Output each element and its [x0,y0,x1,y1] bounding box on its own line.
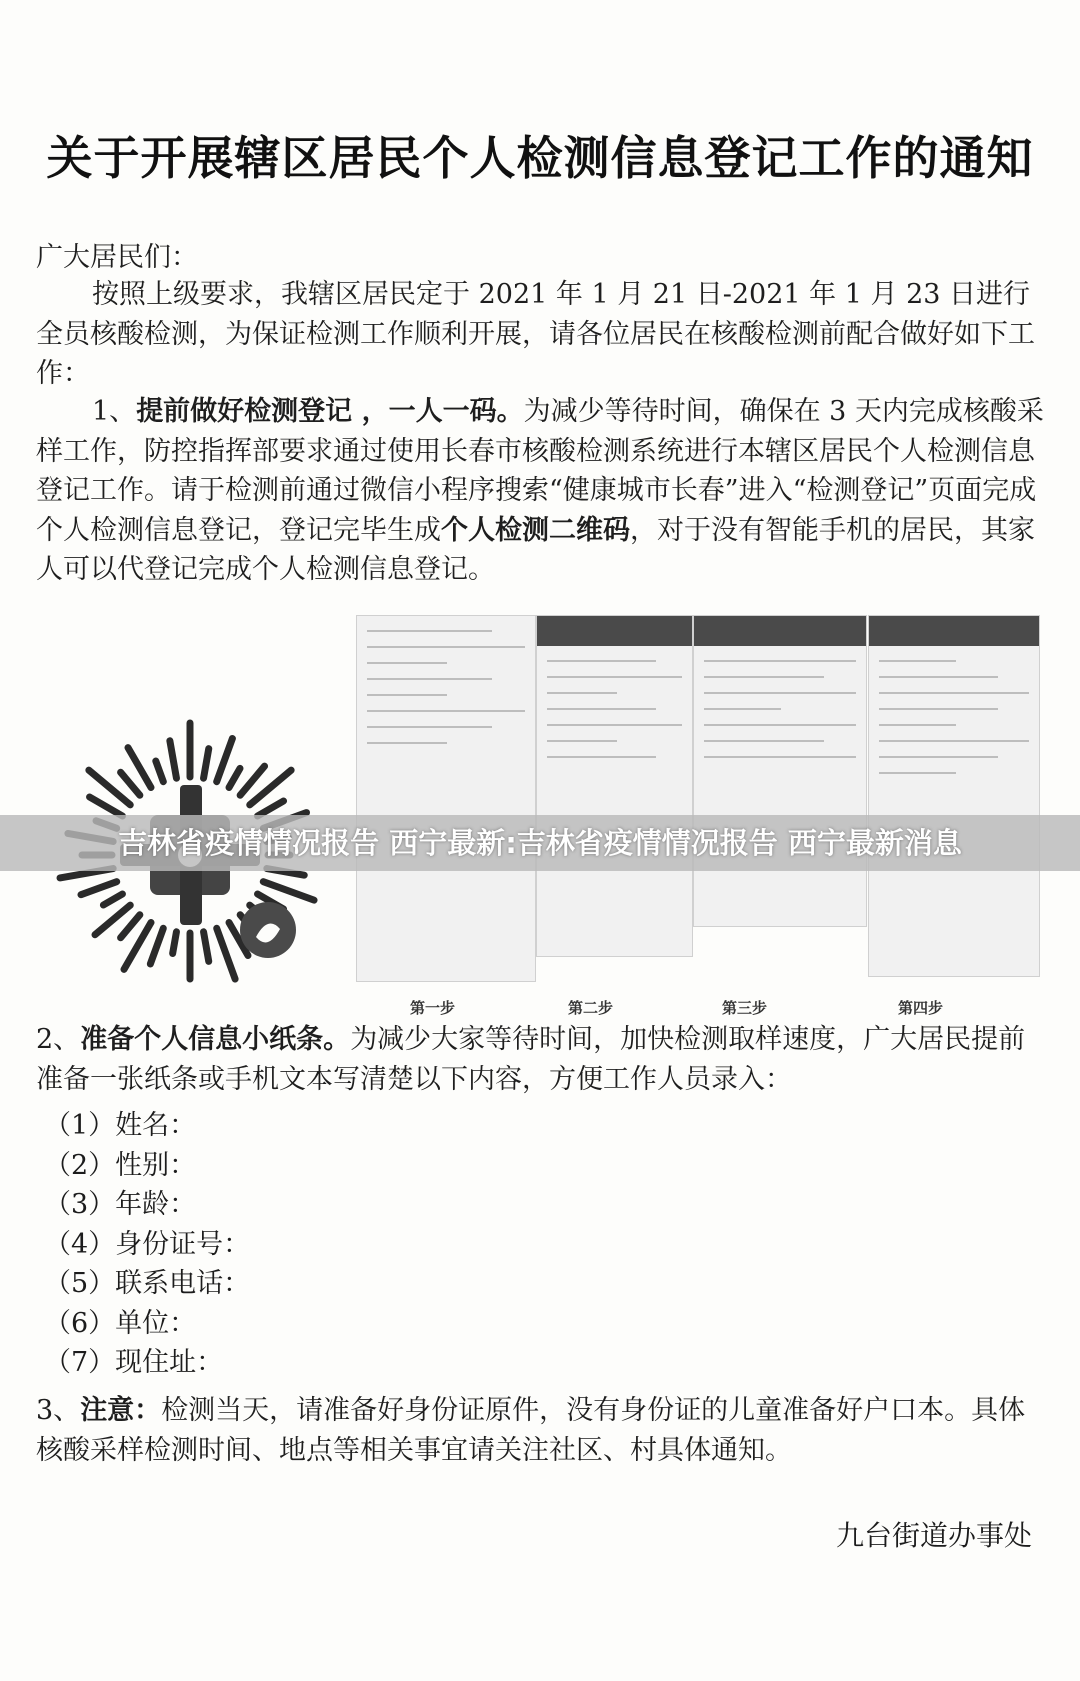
step-2-screenshot [536,615,693,957]
item-2-heading: 准备个人信息小纸条。 [80,1024,351,1055]
qr-ray [204,932,209,962]
info-checklist [44,1106,250,1383]
qr-ray [103,894,122,905]
qr-ray [156,761,164,782]
qr-ray [263,882,314,900]
item-1-paragraph [36,392,1046,590]
qr-ray [204,749,209,779]
item-1-bold: 个人检测二维码 [441,514,630,546]
step-3-screenshot [693,615,867,927]
list-item: （4）身份证号： [44,1228,251,1260]
item-1-text-b: ，对于没有智能手机的居民，其家人可以代登记完成个人检测信息登记。 [36,514,1035,585]
qr-ray [240,766,264,795]
qr-ray [217,928,235,979]
item-3-text: 检测当天，请准备好身份证原件，没有身份证的儿童准备好户口本。具体核酸采样检测时间、地点等相关事宜请关注社区、村具体通知。 [36,1395,1026,1466]
qr-ray [150,928,163,964]
list-item: （6）单位： [44,1307,197,1339]
step-label-1: 第一步 [410,999,456,1017]
item-1-text-a: 为减少等待时间，确保在 3 天内完成核酸采样工作，防控指挥部要求通过使用长春市核酸检测系统进行本辖区居民个人检测信息登记工作。请于检测前通过微信小程序搜索“健康城市长春”进入“检测登记”页面完成个人检测信息登记，登记完毕生成 [36,396,1044,546]
item-3-heading: 注意： [80,1395,162,1426]
step-4-screenshot [868,615,1040,977]
salutation: 广大居民们： [36,242,198,273]
qr-ray [173,932,177,954]
issuer-signature: 九台街道办事处 [836,1519,1033,1552]
item-1-heading: 提前做好检测登记 ，一人一码。 [136,396,524,427]
item-3-paragraph [36,1391,1046,1470]
qr-ray [81,882,117,895]
item-2-text: 为减少大家等待时间，加快检测取样速度，广大居民提前准备一张纸条或手机文本写清楚以下内容，方便工作人员录入： [36,1024,1026,1095]
list-item: （2）性别： [44,1149,197,1181]
step-1-screenshot [356,615,536,982]
item-2-prefix: 2、 [36,1024,81,1055]
step-label-4: 第四步 [898,999,944,1017]
step-label-2: 第二步 [568,999,614,1017]
list-item: （5）联系电话： [44,1268,251,1299]
list-item: （3）年龄： [44,1189,197,1220]
document-title: 关于开展辖区居民个人检测信息登记工作的通知 [46,131,1034,185]
qr-ray [121,915,140,938]
qr-ray [90,797,123,816]
qr-ray [170,741,177,778]
list-item: （7）现住址： [44,1347,224,1378]
overlay-banner[interactable]: 吉林省疫情情况报告 西宁最新:吉林省疫情情况报告 西宁最新消息 [0,815,1080,871]
qr-ray [121,772,140,795]
qr-ray [258,801,284,816]
intro-paragraph: 按照上级要求，我辖区居民定于 2021 年 1 月 21 日-2021 年 1 月 23 日进行全员核酸检测，为保证检测工作顺利开展，请各位居民在核酸检测前配合做好如下工作： [36,279,1035,389]
qr-ray [229,768,240,787]
item-2-paragraph [36,1020,1046,1099]
step-label-3: 第三步 [722,999,768,1017]
qr-ray [217,738,233,781]
list-item: （1）姓名： [44,1110,197,1141]
item-1-prefix: 1、 [92,396,137,427]
item-3-prefix: 3、 [36,1395,81,1426]
